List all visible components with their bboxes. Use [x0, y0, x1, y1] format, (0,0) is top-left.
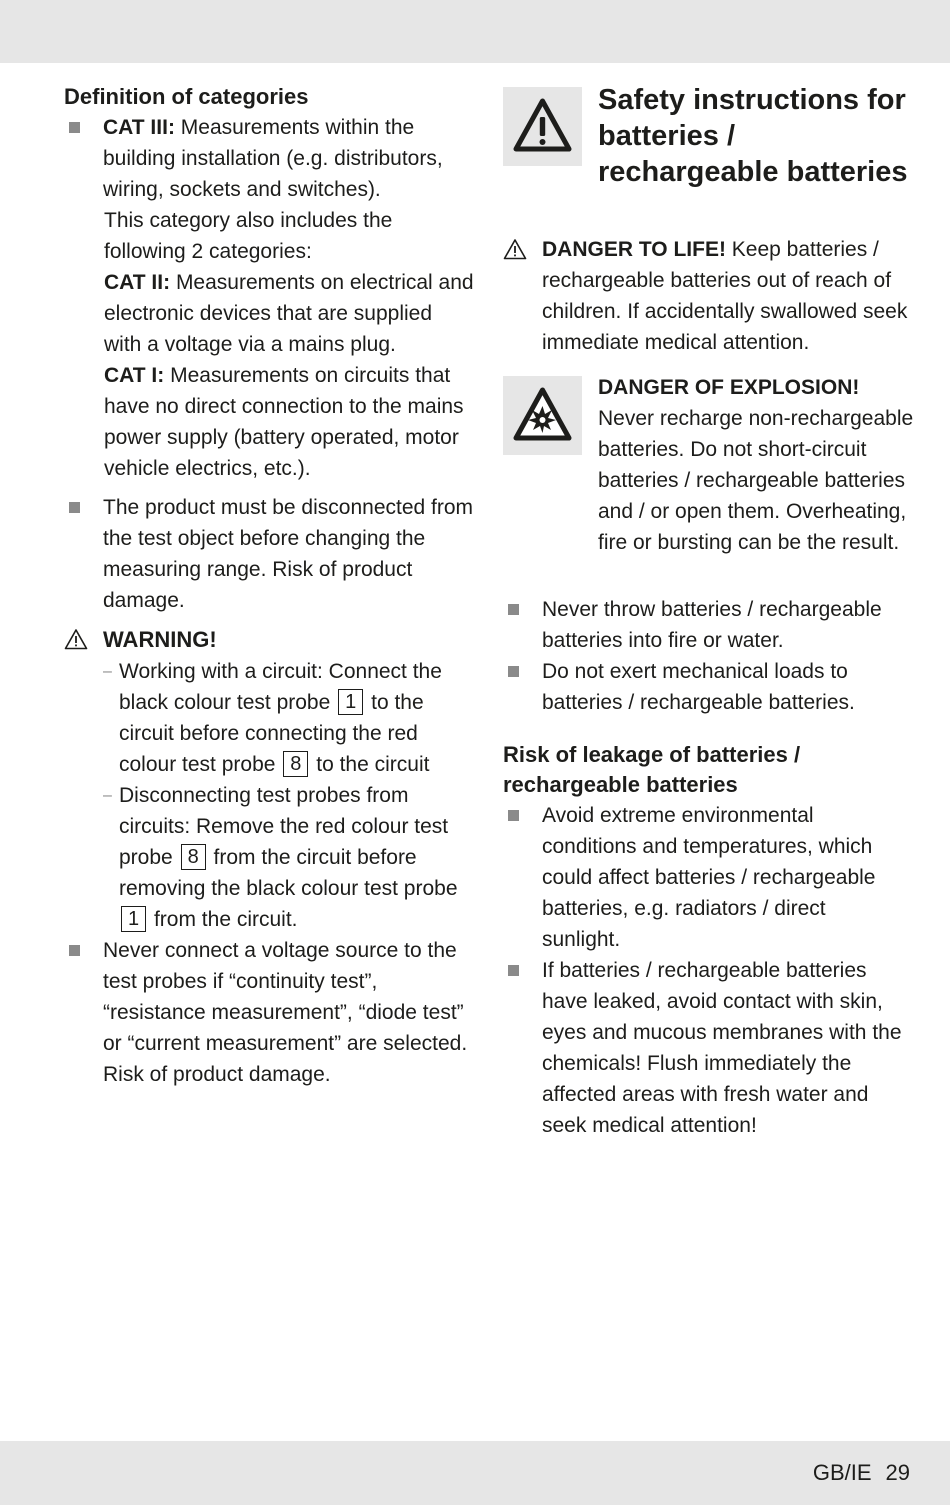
dash2-text-c: from the circuit.: [153, 908, 298, 931]
cat1-paragraph: [103, 360, 474, 484]
right-column: [503, 82, 915, 1162]
probe-ref-box: 8: [283, 751, 308, 777]
square-bullet-icon: [69, 502, 80, 513]
cat-list-item: [64, 112, 474, 484]
explosion-symbol-box: [503, 376, 582, 455]
dash1-text-b: to the circuit before connecting the red colour test probe: [119, 691, 424, 776]
square-bullet-icon: [508, 604, 519, 615]
bullet-text: Do not exert mechanical loads to batteries / rechargeable batteries.: [542, 660, 855, 714]
dash1-text-a: Working with a circuit: Connect the black colour test probe: [119, 660, 442, 714]
probe-ref-box: 1: [121, 906, 146, 932]
danger-explosion-label: DANGER OF EXPLOSION!: [598, 376, 860, 399]
bullet-text: Avoid extreme environmental conditions and temperatures, which could affect batteries / rechargeable batteries, e.g. radiators / direct sunlight.: [542, 804, 876, 951]
cat2-paragraph: [103, 267, 474, 360]
disconnect-text: The product must be disconnected from the test object before changing the measuring range. Risk of product damage.: [103, 496, 474, 612]
list-item: [503, 656, 908, 718]
explosion-hazard-icon: [503, 376, 582, 455]
list-item: [503, 800, 908, 955]
section-title: Safety instructions for batteries / rechargeable batteries: [598, 84, 908, 188]
square-bullet-icon: [69, 122, 80, 133]
cat3-text: Measurements within the building installation (e.g. distributors, wiring, sockets and switches).: [103, 116, 443, 201]
battery-bullets: [503, 594, 908, 718]
warning-title: WARNING!: [103, 627, 217, 652]
bottom-band: [0, 1441, 950, 1505]
dash1-text-c: to the circuit: [316, 753, 430, 776]
warning-triangle-icon: [503, 238, 527, 260]
cat1-text: Measurements on circuits that have no direct connection to the mains power supply (battery operated, motor vehicle electrics, etc.).: [104, 364, 464, 480]
dash2-text-b: from the circuit before removing the black colour test probe: [119, 846, 458, 900]
page-number: 29: [885, 1460, 910, 1485]
danger-life-item: [503, 234, 947, 358]
square-bullet-icon: [508, 666, 519, 677]
danger-life-label: DANGER TO LIFE!: [542, 238, 726, 261]
page-footer: [813, 1459, 910, 1487]
warning-symbol-box: [503, 87, 582, 166]
warning-triangle-icon: [64, 628, 88, 650]
disconnect-list-item: [64, 492, 474, 616]
leakage-heading: Risk of leakage of batteries / rechargeable batteries: [503, 742, 801, 797]
probe-ref-box: 1: [338, 689, 363, 715]
left-column: [64, 82, 474, 1090]
square-bullet-icon: [508, 810, 519, 821]
dash-item-disconnect: – Disconnecting test probes from circuits: Remove the red colour test probe 8 from the circuit before removing the black colour test probe 1 from the circuit.: [103, 784, 458, 931]
danger-explosion-text: Never recharge non-rechargeable batteries. Do not short-circuit batteries / rechargeable batteries and / or open them. Overheating, fire or bursting can be the result.: [598, 407, 914, 554]
region-code: GB/IE: [812, 1460, 872, 1485]
cat2-label: CAT II:: [104, 271, 171, 294]
danger-explosion-block: [598, 372, 918, 558]
cat1-label: CAT I:: [104, 364, 165, 387]
never-connect-list-item: [64, 935, 474, 1090]
cat3-paragraph: [103, 112, 474, 205]
categories-heading: Definition of categories: [64, 84, 309, 109]
warning-heading: [64, 624, 474, 656]
cat3-includes: This category also includes the following 2 categories:: [104, 209, 393, 263]
bullet-text: Never throw batteries / rechargeable batteries into fire or water.: [542, 598, 882, 652]
probe-ref-box: 8: [181, 844, 206, 870]
dash-item-connect: – Working with a circuit: Connect the black colour test probe 1 to the circuit before connecting the red colour test probe 8 to the circuit: [103, 660, 442, 776]
square-bullet-icon: [508, 965, 519, 976]
dash2-text-a: Disconnecting test probes from circuits: Remove the red colour test probe: [119, 784, 449, 869]
danger-life-text: Keep batteries / rechargeable batteries out of reach of children. If accidentally swallowed seek immediate medical attention.: [542, 238, 908, 354]
square-bullet-icon: [69, 945, 80, 956]
bullet-text: If batteries / rechargeable batteries have leaked, avoid contact with skin, eyes and mucous membranes with the chemicals! Flush immediately the affected areas with fresh water and seek medical attention!: [542, 959, 902, 1137]
cat2-text: Measurements on electrical and electronic devices that are supplied with a voltage via a mains plug.: [104, 271, 474, 356]
list-item: [503, 955, 908, 1141]
warning-triangle-icon: [503, 87, 582, 166]
leakage-section: [503, 740, 908, 1141]
top-band: [0, 0, 950, 63]
cat3-label: CAT III:: [103, 116, 175, 139]
list-item: [503, 594, 908, 656]
never-connect-text: Never connect a voltage source to the test probes if “continuity test”, “resistance measurement”, “diode test” or “current measurement” are selected. Risk of product damage.: [103, 939, 468, 1086]
